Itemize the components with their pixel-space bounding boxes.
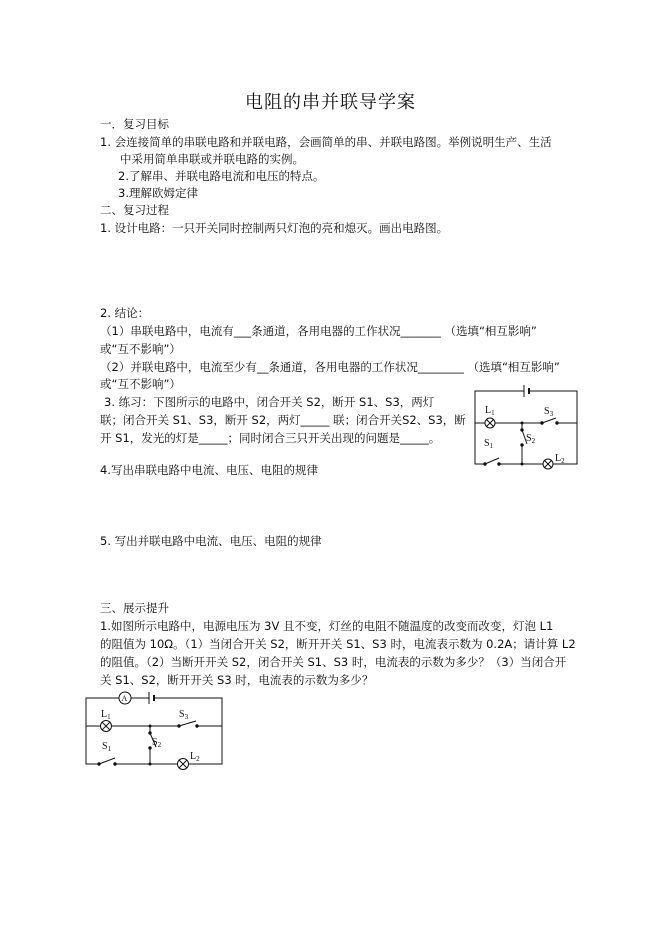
question-2-line4: 或“互不影响”） xyxy=(100,377,181,391)
question-3-line3: 开 S1，发光的灯是_____；同时闭合三只开关出现的问题是_____。 xyxy=(100,431,441,445)
circuit-diagram-practice xyxy=(470,383,582,471)
question-4: 4.写出串联电路中电流、电压、电阻的规律 xyxy=(100,463,318,477)
section1-heading: 一．复习目标 xyxy=(100,117,169,131)
goal-2: 2.了解串、并联电路电流和电压的特点。 xyxy=(118,169,325,183)
svg-text:L2: $L_2$ xyxy=(555,453,565,465)
circuit-diagram-problem xyxy=(80,690,230,770)
question-5: 5. 写出并联电路中电流、电压、电阻的规律 xyxy=(100,534,322,548)
problem-1-line1: 1.如图所示电路中，电源电压为 3V 且不变，灯丝的电阻不随温度的改变而改变，灯泡 L1 xyxy=(100,619,554,633)
section3-heading: 三、展示提升 xyxy=(100,601,169,615)
goal-3: 3.理解欧姆定律 xyxy=(118,186,198,200)
question-3-line2: 联；闭合开关 S1、S3，断开 S2，两灯_____ 联；闭合开关S2、S3，断 xyxy=(100,413,466,427)
problem-1-line4: 关 S1、S2，断开开关 S3 时，电流表的示数为多少？ xyxy=(100,673,374,687)
problem-1-line3: 的阻值。（2）当断开开关 S2，闭合开关 S1、S3 时，电流表的示数为多少？（3）当闭合开 xyxy=(100,655,567,669)
question-2-heading: 2. 结论： xyxy=(100,306,150,320)
svg-text:L2: $L_2$ xyxy=(190,751,200,763)
svg-text:A: A xyxy=(121,694,128,703)
svg-text:S3: $S_3$ xyxy=(179,709,189,721)
svg-text:S2: $S_2$ xyxy=(526,433,536,445)
goal-1-line1: 1. 会连接简单的串联电路和并联电路，会画简单的串、并联电路图。举例说明生产、生活 xyxy=(100,135,552,149)
question-2-line1: （1）串联电路中，电流有___条通道，各用电器的工作状况_______ （选填“相互影响” xyxy=(100,324,537,338)
svg-text:L1: $L_1$ xyxy=(101,709,111,721)
section2-heading: 二、复习过程 xyxy=(100,203,169,217)
question-1: 1. 设计电路：一只开关同时控制两只灯泡的亮和熄灭。画出电路图。 xyxy=(100,221,449,235)
question-2-line3: （2）并联电路中，电流至少有__条通道，各用电器的工作状况________ （选填“相互影响” xyxy=(100,360,560,374)
svg-text:L1: $L_1$ xyxy=(485,405,495,417)
svg-text:S2: $S_2$ xyxy=(152,737,162,749)
goal-1-line2: 中采用简单串联或并联电路的实例。 xyxy=(120,152,304,166)
problem-1-line2: 的阻值为 10Ω。（1）当闭合开关 S2，断开开关 S1、S3 时，电流表示数为 0.2A；请计算 L2 xyxy=(100,637,576,651)
svg-text:S1: $S_1$ xyxy=(102,741,112,753)
svg-text:S1: $S_1$ xyxy=(484,438,494,450)
question-2-line2: 或“互不影响”） xyxy=(100,342,181,356)
question-3-line1: 3. 练习：下图所示的电路中，闭合开关 S2，断开 S1、S3，两灯 xyxy=(104,395,435,409)
document-title: 电阻的串并联导学案 xyxy=(245,92,416,113)
svg-text:S3: $S_3$ xyxy=(544,406,554,418)
